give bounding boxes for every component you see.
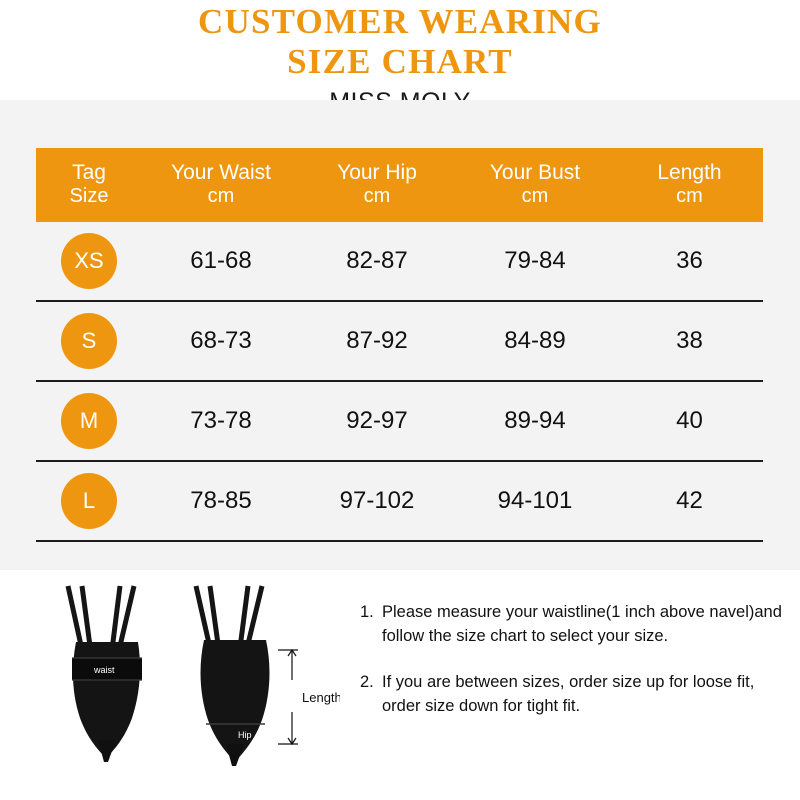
cell-length: 38	[616, 301, 763, 381]
table-row	[36, 461, 763, 541]
size-badge: M	[61, 393, 117, 449]
column-header-waist: Your Waist cm	[142, 148, 300, 222]
cell-hip: 87-92	[300, 301, 454, 381]
note-number: 2.	[360, 673, 374, 691]
length-label: Length	[302, 690, 340, 705]
cell-hip: 82-87	[300, 222, 454, 301]
length-dimension	[278, 650, 298, 744]
cell-tag-size	[36, 461, 142, 541]
table-row	[36, 222, 763, 301]
column-header-length: Length cm	[616, 148, 763, 222]
cell-bust: 84-89	[454, 301, 616, 381]
waist-label: waist	[94, 665, 115, 675]
cell-waist: 68-73	[142, 301, 300, 381]
bottom-section	[0, 572, 800, 800]
cell-waist: 73-78	[142, 381, 300, 461]
note-number: 1.	[360, 603, 374, 621]
cell-waist: 61-68	[142, 222, 300, 301]
note-text: Please measure your waistline(1 inch above navel)and follow the size chart to select your size.	[382, 603, 782, 645]
cell-hip: 97-102	[300, 461, 454, 541]
cell-length: 40	[616, 381, 763, 461]
size-badge: S	[61, 313, 117, 369]
cell-bust: 89-94	[454, 381, 616, 461]
table-header-row	[36, 148, 763, 222]
title-line-2: SIZE CHART	[287, 42, 513, 81]
cell-length: 36	[616, 222, 763, 301]
note-item	[360, 670, 790, 718]
notes-list	[360, 600, 790, 740]
cell-tag-size	[36, 381, 142, 461]
cell-bust: 94-101	[454, 461, 616, 541]
back-view-figure	[196, 586, 269, 766]
note-item	[360, 600, 790, 648]
size-chart-table	[36, 148, 763, 542]
size-table-panel	[0, 100, 800, 570]
note-text: If you are between sizes, order size up for loose fit, order size down for tight fit.	[382, 673, 755, 715]
column-header-bust: Your Bust cm	[454, 148, 616, 222]
cell-hip: 92-97	[300, 381, 454, 461]
table-row	[36, 301, 763, 381]
cell-tag-size	[36, 222, 142, 301]
cell-waist: 78-85	[142, 461, 300, 541]
front-view-figure	[68, 586, 142, 762]
cell-bust: 79-84	[454, 222, 616, 301]
size-badge: L	[61, 473, 117, 529]
column-header-tag-size: Tag Size	[36, 148, 142, 222]
cell-tag-size	[36, 301, 142, 381]
title-line-1: CUSTOMER WEARING	[198, 2, 602, 41]
table-row	[36, 381, 763, 461]
bodysuit-illustration	[20, 572, 340, 792]
cell-length: 42	[616, 461, 763, 541]
hip-label: Hip	[238, 730, 252, 740]
column-header-hip: Your Hip cm	[300, 148, 454, 222]
size-badge: XS	[61, 233, 117, 289]
